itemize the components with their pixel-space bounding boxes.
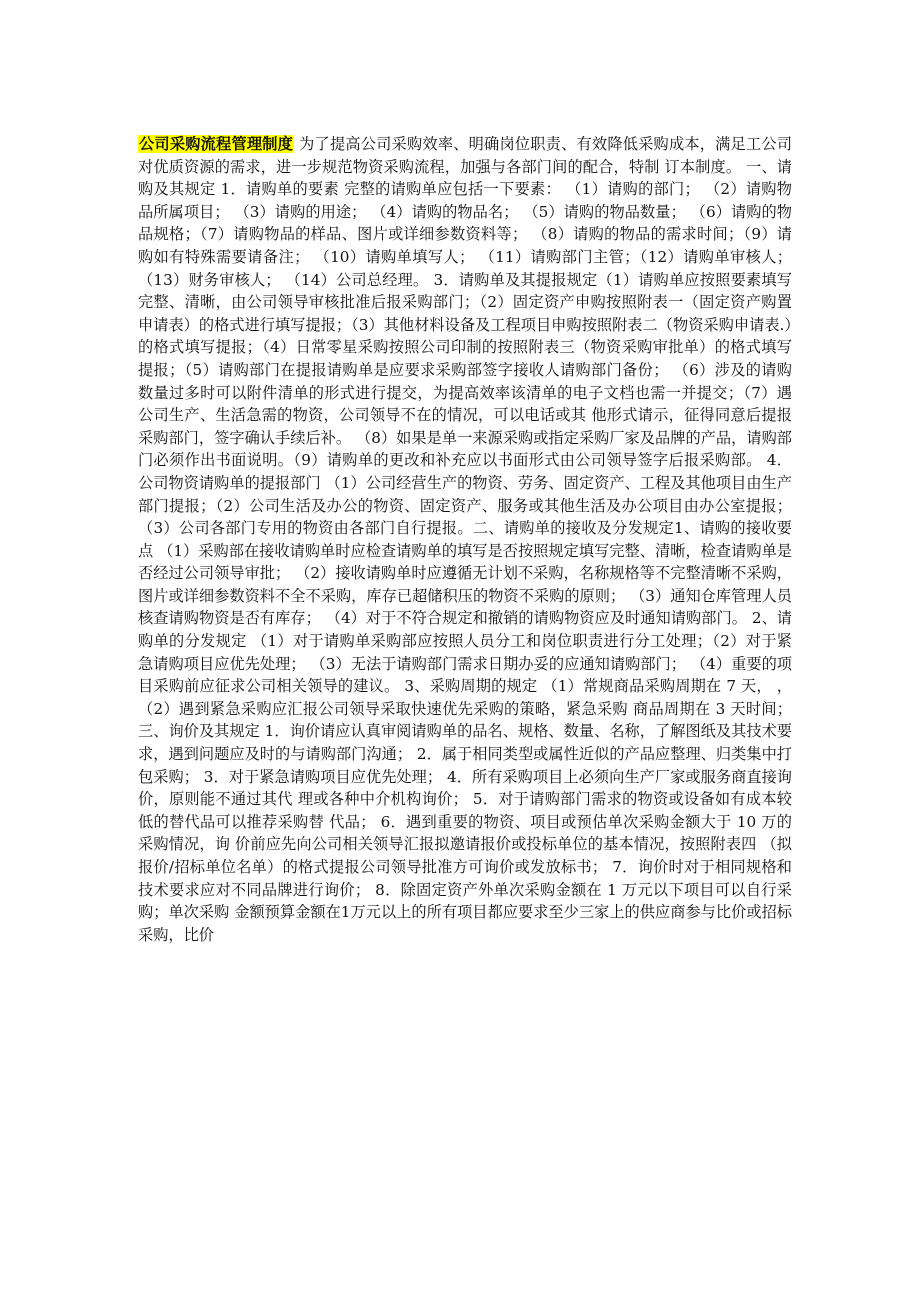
document-page — [138, 133, 792, 946]
document-title: 公司采购流程管理制度 — [139, 135, 294, 153]
document-body-text: 为了提高公司采购效率、明确岗位职责、有效降低采购成本，满足工公司 对优质资源的需求，进一步规范物资采购流程，加强与各部门间的配合，特制 订本制度。 一、请购及其规定 1．请购单的要素 完整的请购单应包括一下要素： （1）请购的部门； （2）请购物品所属项目； （3）请购的用途； （4）请购的物品名； （5）请购的物品数量； （6）请购的物品规格；（7）请购物品的样品、图片或详细参数资料等； （8）请购的物品的需求时间；（9）请购如有特殊需要请备注； （10）请购单填写人； （11）请购部门主管；（12）请购单审核人； （13）财务审核人； （14）公司总经理。 3．请购单及其提报规定（1）请购单应按照要素填写完整、清晰，由公司领导审核批准后报采购部门；（2）固定资产申购按照附表一（固定资产购置申请表）的格式进行填写提报；（3）其他材料设备及工程项目申购按照附表二（物资采购申请表.）的格式填写提报；（4）日常零星采购按照公司印制的按照附表三（物资采购审批单）的格式填写提报；（5）请购部门在提报请购单是应要求采购部签字接收人请购部门备份； （6）涉及的请购数量过多时可以附件清单的形式进行提交，为提高效率该清单的电子文档也需一并提交；（7）遇公司生产、生活急需的物资，公司领导不在的情况，可以电话或其 他形式请示，征得同意后提报采购部门，签字确认手续后补。 （8）如果是单一来源采购或指定采购厂家及品牌的产品，请购部门必须作出书面说明。（9）请购单的更改和补充应以书面形式由公司领导签字后报采购部。 4．公司物资请购单的提报部门 （1）公司经营生产的物资、劳务、固定资产、工程及其他项目由生产部门提报；（2）公司生活及办公的物资、固定资产、服务或其他生活及办公项目由办公室提报；（3）公司各部门专用的物资由各部门自行提报。二、请购单的接收及分发规定1、请购的接收要点 （1）采购部在接收请购单时应检查请购单的填写是否按照规定填写完整、清晰，检查请购单是否经过公司领导审批； （2）接收请购单时应遵循无计划不采购，名称规格等不完整清晰不采购， 图片或详细参数资料不全不采购，库存已超储积压的物资不采购的原则； （3）通知仓库管理人员核查请购物资是否有库存； （4）对于不符合规定和撤销的请购物资应及时通知请购部门。 2、请购单的分发规定 （1）对于请购单采购部应按照人员分工和岗位职责进行分工处理；（2）对于紧急请购项目应优先处理； （3）无法于请购部门需求日期办妥的应通知请购部门； （4）重要的项目采购前应征求公司相关领导的建议。 3、采购周期的规定 （1）常规商品采购周期在 7 天， ， （2）遇到紧急采购应汇报公司领导采取快速优先采购的策略，紧急采购 商品周期在 3 天时间； 三、询价及其规定 1．询价请应认真审阅请购单的品名、规格、数量、名称，了解图纸及其技术要求，遇到问题应及时的与请购部门沟通； 2．属于相同类型或属性近似的产品应整理、归类集中打包采购； 3．对于紧急请购项目应优先处理； 4．所有采购项目上必须向生产厂家或服务商直接询价，原则能不通过其代 理或各种中介机构询价； 5．对于请购部门需求的物资或设备如有成本较低的替代品可以推荐采购替 代品； 6．遇到重要的物资、项目或预估单次采购金额大于 10 万的采购情况，询 价前应先向公司相关领导汇报拟邀请报价或投标单位的基本情况，按照附表四 （拟报价/招标单位名单）的格式提报公司领导批准方可询价或发放标书； 7．询价时对于相同规格和技术要求应对不同品牌进行询价； 8．除固定资产外单次采购金额在 1 万元以下项目可以自行采购；单次采购 金额预算金额在1万元以上的所有项目都应要求至少三家上的供应商参与比价或招标采购，比价 — [138, 135, 793, 944]
document-body — [138, 133, 792, 946]
